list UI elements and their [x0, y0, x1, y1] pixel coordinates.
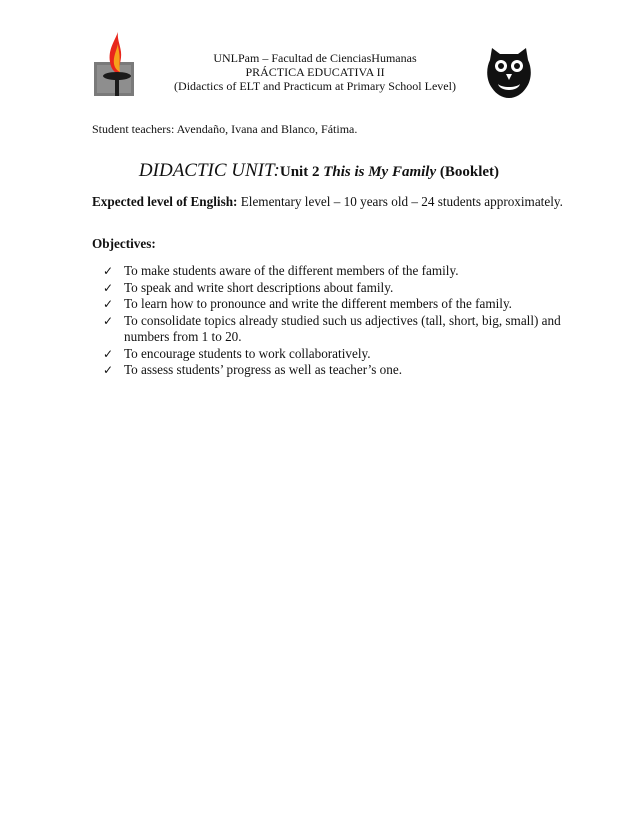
- student-teachers: Student teachers: Avendaño, Ivana and Blanco, Fátima.: [92, 122, 358, 136]
- objective-text: To assess students’ progress as well as teacher’s one.: [124, 362, 403, 377]
- didactic-unit-prefix: DIDACTIC UNIT:: [138, 160, 280, 181]
- objective-text: To consolidate topics already studied such us adjectives (tall, short, big, small) and numbers from 1 to 20.: [124, 312, 561, 344]
- checkmark-icon: ✓: [103, 346, 114, 361]
- objectives-heading: Objectives:: [92, 236, 156, 251]
- objective-item: [92, 346, 562, 363]
- unit-label: Unit 2: [279, 164, 324, 180]
- objective-text: To speak and write short descriptions about family.: [124, 279, 394, 295]
- header-line-faculty: UNLPam – Facultad de CienciasHumanas: [213, 51, 417, 65]
- checkmark-icon: ✓: [103, 313, 114, 328]
- header-line-course: PRÁCTICA EDUCATIVA II: [245, 65, 385, 79]
- english-level-label: Expected level of English:: [92, 194, 238, 209]
- objective-item: [92, 296, 562, 313]
- unit-suffix: (Booklet): [436, 164, 500, 180]
- objective-item: [92, 313, 562, 346]
- objective-item: [92, 280, 562, 297]
- objectives-list: [92, 263, 562, 379]
- english-level: [92, 194, 563, 210]
- english-level-value: Elementary level – 10 years old – 24 students approximately.: [237, 194, 563, 209]
- unit-name: This is My Family: [323, 164, 437, 180]
- university-flame-logo: [94, 30, 136, 96]
- objective-text: To encourage students to work collaboratively.: [124, 345, 371, 361]
- owl-logo: [484, 44, 534, 100]
- objective-item: [92, 362, 562, 379]
- objective-item: [92, 263, 562, 280]
- institution-header: [150, 51, 480, 93]
- checkmark-icon: ✓: [103, 363, 114, 377]
- objective-text: To make students aware of the different members of the family.: [124, 263, 459, 278]
- header-line-subtitle: (Didactics of ELT and Practicum at Primary School Level): [174, 79, 456, 93]
- didactic-unit-title: [0, 160, 638, 182]
- checkmark-icon: ✓: [103, 297, 114, 311]
- checkmark-icon: ✓: [103, 280, 114, 295]
- objective-text: To learn how to pronounce and write the different members of the family.: [124, 296, 512, 311]
- checkmark-icon: ✓: [103, 264, 114, 278]
